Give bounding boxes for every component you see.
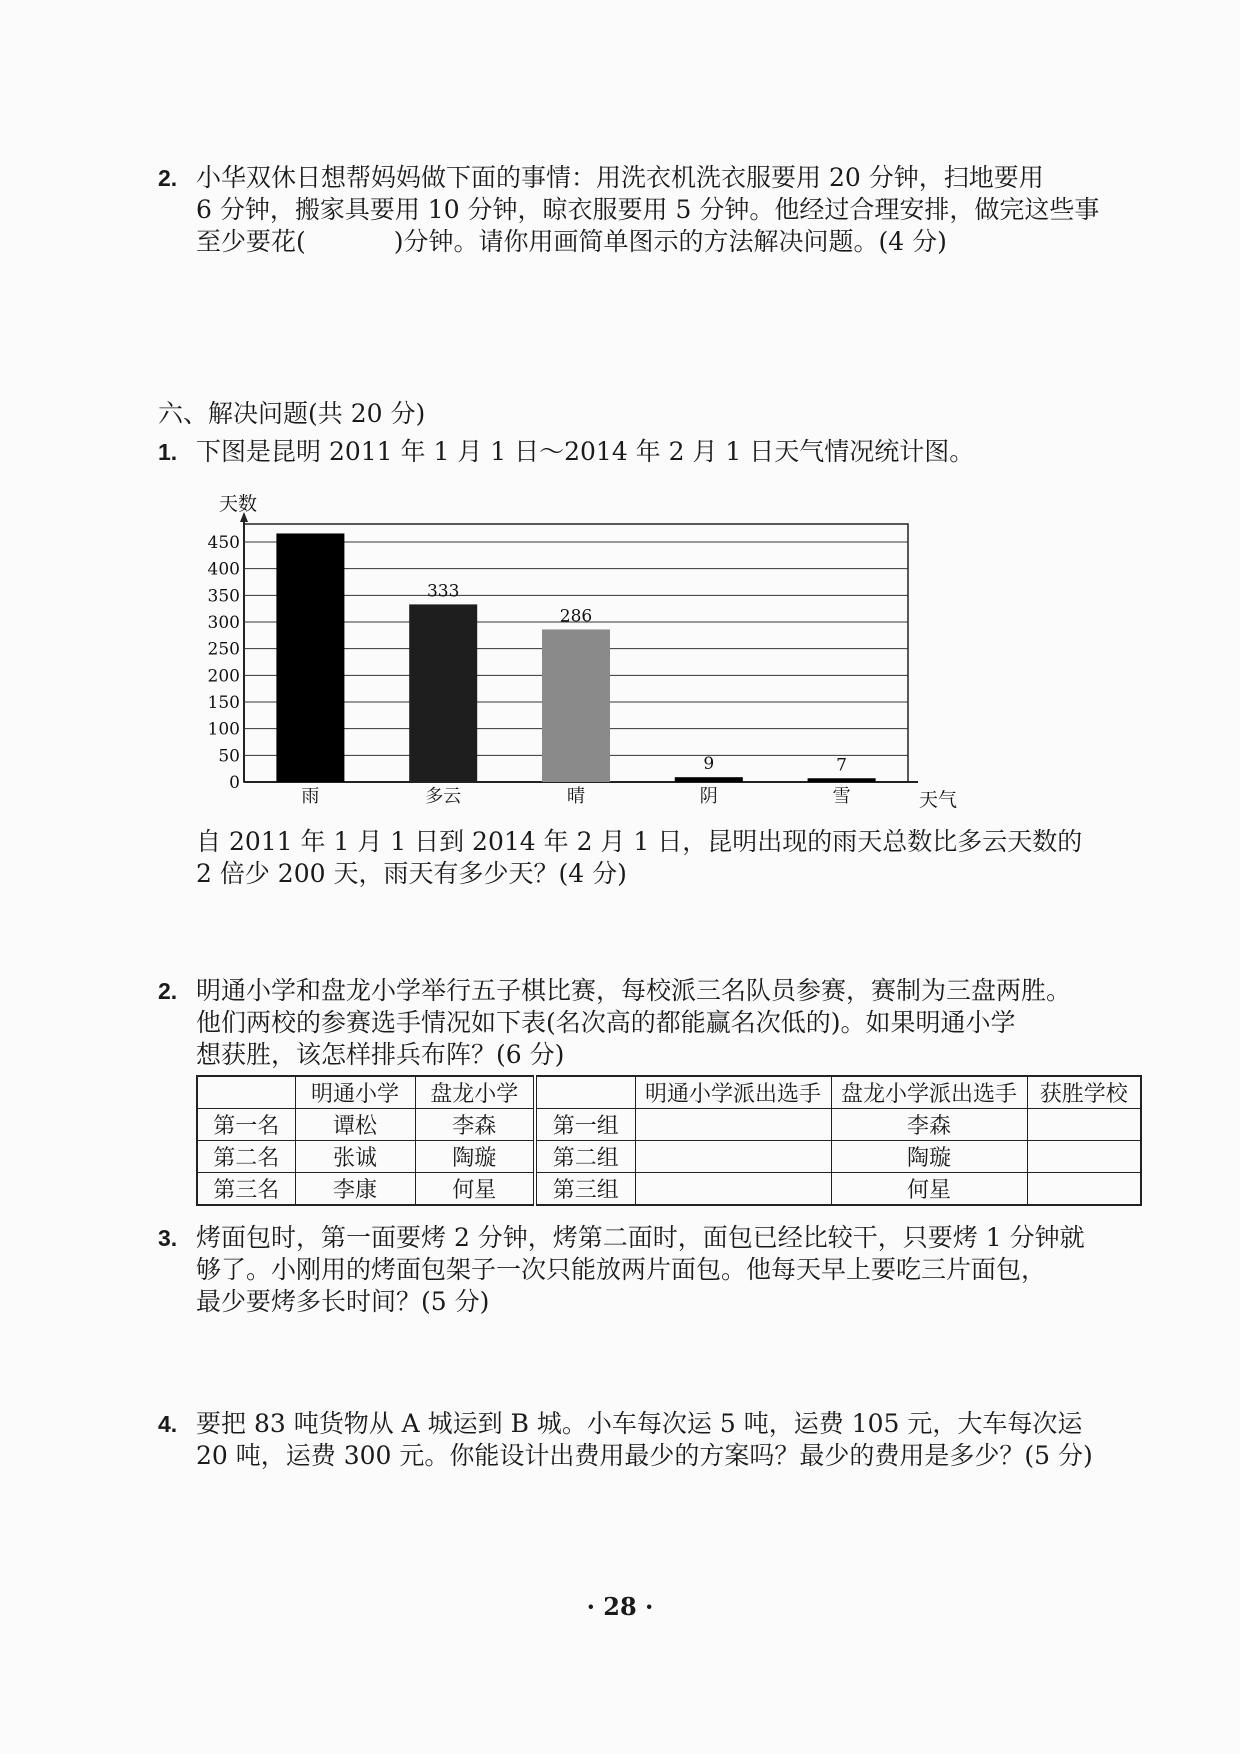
bar-2 <box>409 604 477 782</box>
table-cell <box>535 1076 635 1109</box>
x-axis-label: 天气 <box>918 789 958 811</box>
y-tick-label: 100 <box>207 719 240 740</box>
table-cell: 李森 <box>415 1109 535 1141</box>
table-cell: 李森 <box>831 1109 1027 1141</box>
page-number: · 28 · <box>586 1592 654 1621</box>
y-tick-label: 200 <box>207 666 240 687</box>
table-cell: 第三名 <box>197 1173 295 1206</box>
data-label: 286 <box>559 606 593 627</box>
question-number: 1. <box>158 439 178 465</box>
y-tick-label: 400 <box>207 559 240 580</box>
weather-bar-chart <box>190 490 970 820</box>
table-cell: 第二名 <box>197 1141 295 1173</box>
table-row <box>197 1109 1141 1141</box>
table-cell: 陶璇 <box>415 1141 535 1173</box>
question-number: 2. <box>158 978 178 1004</box>
table-cell: 盘龙小学派出选手 <box>831 1076 1027 1109</box>
y-tick-label: 300 <box>207 613 240 633</box>
y-tick-label: 50 <box>218 746 240 767</box>
question-text: 他们两校的参赛选手情况如下表(名次高的都能赢名次低的)。如果明通小学 <box>196 1008 1016 1037</box>
table-cell <box>1027 1109 1141 1141</box>
question-text: 想获胜，该怎样排兵布阵？(6 分) <box>196 1040 565 1069</box>
table-cell: 陶璇 <box>831 1141 1027 1173</box>
table-cell <box>1027 1173 1141 1206</box>
table-row <box>197 1173 1141 1206</box>
question-2-prev <box>158 162 1148 258</box>
question-text: 小华双休日想帮妈妈做下面的事情：用洗衣机洗衣服要用 20 分钟，扫地要用 <box>196 163 1044 192</box>
question-text: 烤面包时，第一面要烤 2 分钟，烤第二面时，面包已经比较干，只要烤 1 分钟就 <box>196 1223 1085 1252</box>
table-cell: 获胜学校 <box>1027 1076 1141 1109</box>
bar-1 <box>276 533 344 782</box>
x-tick-label: 晴 <box>567 786 585 807</box>
players-table <box>196 1075 1142 1206</box>
question-3 <box>158 1222 1148 1318</box>
table-cell <box>635 1141 831 1173</box>
data-label: 333 <box>426 581 460 602</box>
table-cell: 何星 <box>415 1173 535 1206</box>
bar-3 <box>542 629 610 782</box>
table-cell <box>1027 1141 1141 1173</box>
question-1 <box>158 436 1148 468</box>
y-axis-label: 天数 <box>218 493 258 515</box>
table-header-row <box>197 1076 1141 1109</box>
y-tick-label: 350 <box>207 586 240 607</box>
table-cell: 盘龙小学 <box>415 1076 535 1109</box>
question-text: 够了。小刚用的烤面包架子一次只能放两片面包。他每天早上要吃三片面包， <box>196 1255 1047 1284</box>
question-text: 6 分钟，搬家具要用 10 分钟，晾衣服要用 5 分钟。他经过合理安排，做完这些事 <box>196 195 1100 224</box>
question-text: 2 倍少 200 天，雨天有多少天？(4 分) <box>196 859 627 888</box>
question-text: )分钟。请你用画简单图示的方法解决问题。(4 分) <box>393 227 947 256</box>
table-cell: 第三组 <box>535 1173 635 1206</box>
bar-4 <box>675 777 743 782</box>
y-tick-label: 0 <box>229 773 240 793</box>
table-cell: 谭松 <box>295 1109 415 1141</box>
question-number: 2. <box>158 165 178 191</box>
question-text: 明通小学和盘龙小学举行五子棋比赛，每校派三名队员参赛，赛制为三盘两胜。 <box>196 976 1072 1005</box>
question-number: 3. <box>158 1225 178 1251</box>
table-cell <box>197 1076 295 1109</box>
table-cell: 第二组 <box>535 1141 635 1173</box>
question-text: 自 2011 年 1 月 1 日到 2014 年 2 月 1 日，昆明出现的雨天总数比多云天数的 <box>196 827 1083 856</box>
question-text: 要把 83 吨货物从 A 城运到 B 城。小车每次运 5 吨，运费 105 元，大车每次运 <box>196 1409 1083 1438</box>
table-cell: 张诚 <box>295 1141 415 1173</box>
x-tick-label: 阴 <box>699 786 718 807</box>
table-cell: 李康 <box>295 1173 415 1206</box>
x-tick-label: 雨 <box>301 786 320 807</box>
x-tick-label: 雪 <box>832 786 851 807</box>
table-cell: 明通小学 <box>295 1076 415 1109</box>
table-cell: 第一名 <box>197 1109 295 1141</box>
question-1-prompt <box>158 826 1148 890</box>
question-text: 最少要烤多长时间？(5 分) <box>196 1287 490 1316</box>
y-tick-label: 450 <box>207 533 240 553</box>
x-tick-label: 多云 <box>425 786 462 807</box>
table-cell <box>635 1173 831 1206</box>
question-4 <box>158 1408 1148 1472</box>
data-label: 9 <box>703 754 715 775</box>
section-title: 六、解决问题(共 20 分) <box>158 399 426 428</box>
table-cell <box>635 1109 831 1141</box>
table-row <box>197 1141 1141 1173</box>
table-cell: 明通小学派出选手 <box>635 1076 831 1109</box>
question-text: 20 吨，运费 300 元。你能设计出费用最少的方案吗？最少的费用是多少？(5 分) <box>196 1441 1093 1470</box>
data-label: 7 <box>836 755 848 776</box>
table-cell: 第一组 <box>535 1109 635 1141</box>
question-2 <box>158 975 1148 1071</box>
y-tick-label: 250 <box>207 639 240 660</box>
bar-5 <box>808 778 876 782</box>
table-cell: 何星 <box>831 1173 1027 1206</box>
question-number: 4. <box>158 1411 178 1437</box>
question-text: 下图是昆明 2011 年 1 月 1 日～2014 年 2 月 1 日天气情况统计图。 <box>196 437 975 466</box>
y-tick-label: 150 <box>207 693 240 713</box>
question-text: 至少要花( <box>196 227 306 256</box>
